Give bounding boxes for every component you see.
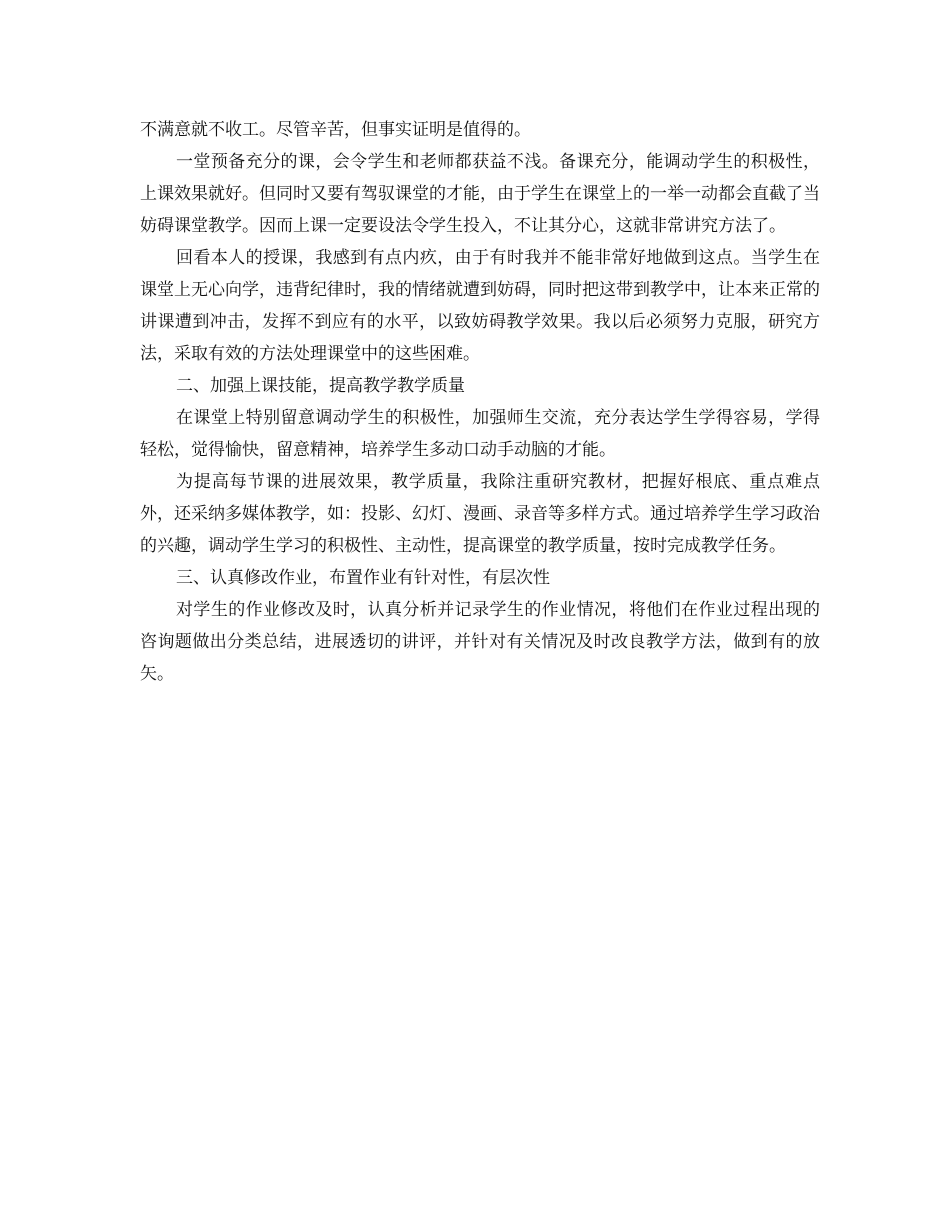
paragraph-lesson-preparation: 一堂预备充分的课，会令学生和老师都获益不浅。备课充分，能调动学生的积极性，上课效果就好。但同时又要有驾驭课堂的才能，由于学生在课堂上的一举一动都会直截了当妨碍课堂教学。因而上课一定要设法令学生投入，不让其分心，这就非常讲究方法了。 [140, 152, 820, 236]
section-heading-homework: 三、认真修改作业，布置作业有针对性，有层次性 [176, 568, 550, 588]
paragraph-continuation: 不满意就不收工。尽管辛苦，但事实证明是值得的。 [140, 120, 531, 140]
paragraph-student-engagement: 在课堂上特别留意调动学生的积极性，加强师生交流，充分表达学生学得容易，学得轻松，觉得愉快，留意精神，培养学生多动口动手动脑的才能。 [140, 408, 820, 460]
paragraph-self-reflection: 回看本人的授课，我感到有点内疚，由于有时我并不能非常好地做到这点。当学生在课堂上无心向学，违背纪律时，我的情绪就遭到妨碍，同时把这带到教学中，让本来正常的讲课遭到冲击，发挥不到应有的水平，以致妨碍教学效果。我以后必须努力克服，研究方法，采取有效的方法处理课堂中的这些困难。 [140, 248, 820, 364]
section-heading-teaching-skills: 二、加强上课技能，提高教学教学质量 [176, 376, 465, 396]
paragraph-multimedia-teaching: 为提高每节课的进展效果，教学质量，我除注重研究教材，把握好根底、重点难点外，还采纳多媒体教学，如：投影、幻灯、漫画、录音等多样方式。通过培养学生学习政治的兴趣，调动学生学习的积极性、主动性，提高课堂的教学质量，按时完成教学任务。 [140, 472, 820, 556]
paragraph-homework-review: 对学生的作业修改及时，认真分析并记录学生的作业情况，将他们在作业过程出现的咨询题做出分类总结，进展透切的讲评，并针对有关情况及时改良教学方法，做到有的放矢。 [140, 600, 820, 684]
document-body [140, 114, 820, 690]
